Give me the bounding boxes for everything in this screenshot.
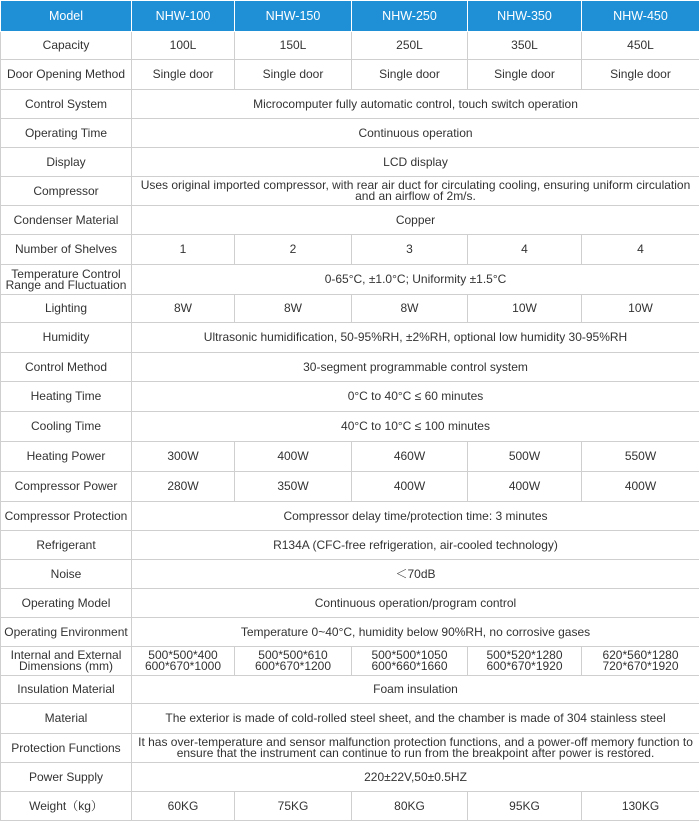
table-cell: 250L [352, 32, 468, 60]
table-cell: 80KG [352, 792, 468, 821]
table-cell: Single door [132, 60, 235, 90]
table-row [1, 618, 699, 647]
table-row [1, 265, 699, 295]
table-cell-spanning: Microcomputer fully automatic control, touch switch operation [132, 90, 699, 119]
table-cell: 10W [582, 295, 699, 323]
table-cell: 2 [235, 235, 352, 265]
table-cell: 300W [132, 442, 235, 472]
row-label: Protection Functions [1, 734, 132, 763]
table-row [1, 382, 699, 412]
table-row [1, 676, 699, 704]
table-cell-spanning: 0-65°C, ±1.0°C; Uniformity ±1.5°C [132, 265, 699, 295]
table-cell: 130KG [582, 792, 699, 821]
table-row [1, 792, 699, 821]
row-label: Control System [1, 90, 132, 119]
row-label: Capacity [1, 32, 132, 60]
row-label: Refrigerant [1, 531, 132, 560]
table-row [1, 531, 699, 560]
header-model-label: Model [1, 1, 132, 32]
table-cell: Single door [582, 60, 699, 90]
row-label: Compressor [1, 177, 132, 206]
table-cell: 500*500*1050 600*660*1660 [352, 647, 468, 676]
table-cell: 280W [132, 472, 235, 502]
table-cell: 620*560*1280 720*670*1920 [582, 647, 699, 676]
row-label: Operating Model [1, 589, 132, 618]
table-row [1, 119, 699, 148]
table-row [1, 353, 699, 382]
table-row [1, 412, 699, 442]
table-cell-spanning: Copper [132, 206, 699, 235]
table-row [1, 704, 699, 734]
table-cell-spanning: Continuous operation/program control [132, 589, 699, 618]
row-label: Compressor Power [1, 472, 132, 502]
row-label: Operating Environment [1, 618, 132, 647]
table-row [1, 472, 699, 502]
table-cell-spanning: Continuous operation [132, 119, 699, 148]
table-row [1, 560, 699, 589]
table-cell: 4 [468, 235, 582, 265]
table-cell-spanning: 30-segment programmable control system [132, 353, 699, 382]
table-cell-spanning: Temperature 0~40°C, humidity below 90%RH, no corrosive gases [132, 618, 699, 647]
table-cell: 3 [352, 235, 468, 265]
row-label: Lighting [1, 295, 132, 323]
table-cell: 8W [235, 295, 352, 323]
table-row [1, 295, 699, 323]
table-cell-spanning: 0°C to 40°C ≤ 60 minutes [132, 382, 699, 412]
row-label: Temperature Control Range and Fluctuation [1, 265, 132, 295]
table-cell: 400W [468, 472, 582, 502]
table-cell: 95KG [468, 792, 582, 821]
table-row [1, 323, 699, 353]
row-label: Control Method [1, 353, 132, 382]
row-label: Noise [1, 560, 132, 589]
header-model: NHW-100 [132, 1, 235, 32]
table-cell-spanning: ＜70dB [132, 560, 699, 589]
table-header [1, 1, 699, 32]
row-label: Material [1, 704, 132, 734]
table-cell: 500*500*400 600*670*1000 [132, 647, 235, 676]
table-row [1, 734, 699, 763]
table-row [1, 32, 699, 60]
table-cell: 150L [235, 32, 352, 60]
table-cell: 400W [235, 442, 352, 472]
row-label: Number of Shelves [1, 235, 132, 265]
table-row [1, 148, 699, 177]
table-cell-spanning: 40°C to 10°C ≤ 100 minutes [132, 412, 699, 442]
table-cell-spanning: The exterior is made of cold-rolled steel sheet, and the chamber is made of 304 stainless steel [132, 704, 699, 734]
row-label: Heating Power [1, 442, 132, 472]
table-cell: 8W [132, 295, 235, 323]
table-cell: 60KG [132, 792, 235, 821]
table-cell: 450L [582, 32, 699, 60]
table-cell-spanning: Foam insulation [132, 676, 699, 704]
row-label: Operating Time [1, 119, 132, 148]
table-cell-spanning: LCD display [132, 148, 699, 177]
table-cell: 500*500*610 600*670*1200 [235, 647, 352, 676]
table-row [1, 90, 699, 119]
table-row [1, 647, 699, 676]
table-cell: 75KG [235, 792, 352, 821]
row-label: Compressor Protection [1, 502, 132, 531]
row-label: Display [1, 148, 132, 177]
table-cell: 100L [132, 32, 235, 60]
table-cell: 400W [582, 472, 699, 502]
row-label: Weight（kg） [1, 792, 132, 821]
table-cell: Single door [235, 60, 352, 90]
row-label: Cooling Time [1, 412, 132, 442]
header-model: NHW-450 [582, 1, 699, 32]
table-cell: 550W [582, 442, 699, 472]
table-cell: Single door [468, 60, 582, 90]
table-cell: 400W [352, 472, 468, 502]
table-row [1, 177, 699, 206]
table-cell: 350W [235, 472, 352, 502]
table-cell: 350L [468, 32, 582, 60]
table-cell-spanning: R134A (CFC-free refrigeration, air-cooled technology) [132, 531, 699, 560]
table-body [1, 32, 699, 821]
table-cell-spanning: It has over-temperature and sensor malfunction protection functions, and a power-off memory function to ensure that the instrument can continue to run from the breakpoint after power is restored. [132, 734, 699, 763]
table-cell-spanning: 220±22V,50±0.5HZ [132, 763, 699, 792]
table-cell: 500*520*1280 600*670*1920 [468, 647, 582, 676]
table-cell: 460W [352, 442, 468, 472]
table-cell-spanning: Uses original imported compressor, with rear air duct for circulating cooling, ensuring uniform circulation and an airflow of 2m/s. [132, 177, 699, 206]
table-cell: 4 [582, 235, 699, 265]
row-label: Condenser Material [1, 206, 132, 235]
table-row [1, 589, 699, 618]
row-label: Insulation Material [1, 676, 132, 704]
header-row [1, 1, 699, 32]
table-cell: 10W [468, 295, 582, 323]
row-label: Door Opening Method [1, 60, 132, 90]
row-label: Heating Time [1, 382, 132, 412]
table-cell: Single door [352, 60, 468, 90]
table-row [1, 442, 699, 472]
table-row [1, 60, 699, 90]
table-cell: 8W [352, 295, 468, 323]
header-model: NHW-150 [235, 1, 352, 32]
header-model: NHW-250 [352, 1, 468, 32]
row-label: Power Supply [1, 763, 132, 792]
table-cell-spanning: Ultrasonic humidification, 50-95%RH, ±2%RH, optional low humidity 30-95%RH [132, 323, 699, 353]
table-cell: 1 [132, 235, 235, 265]
table-row [1, 206, 699, 235]
table-row [1, 235, 699, 265]
table-row [1, 502, 699, 531]
header-model: NHW-350 [468, 1, 582, 32]
table-cell: 500W [468, 442, 582, 472]
table-row [1, 763, 699, 792]
table-cell-spanning: Compressor delay time/protection time: 3 minutes [132, 502, 699, 531]
row-label: Humidity [1, 323, 132, 353]
row-label: Internal and External Dimensions (mm) [1, 647, 132, 676]
